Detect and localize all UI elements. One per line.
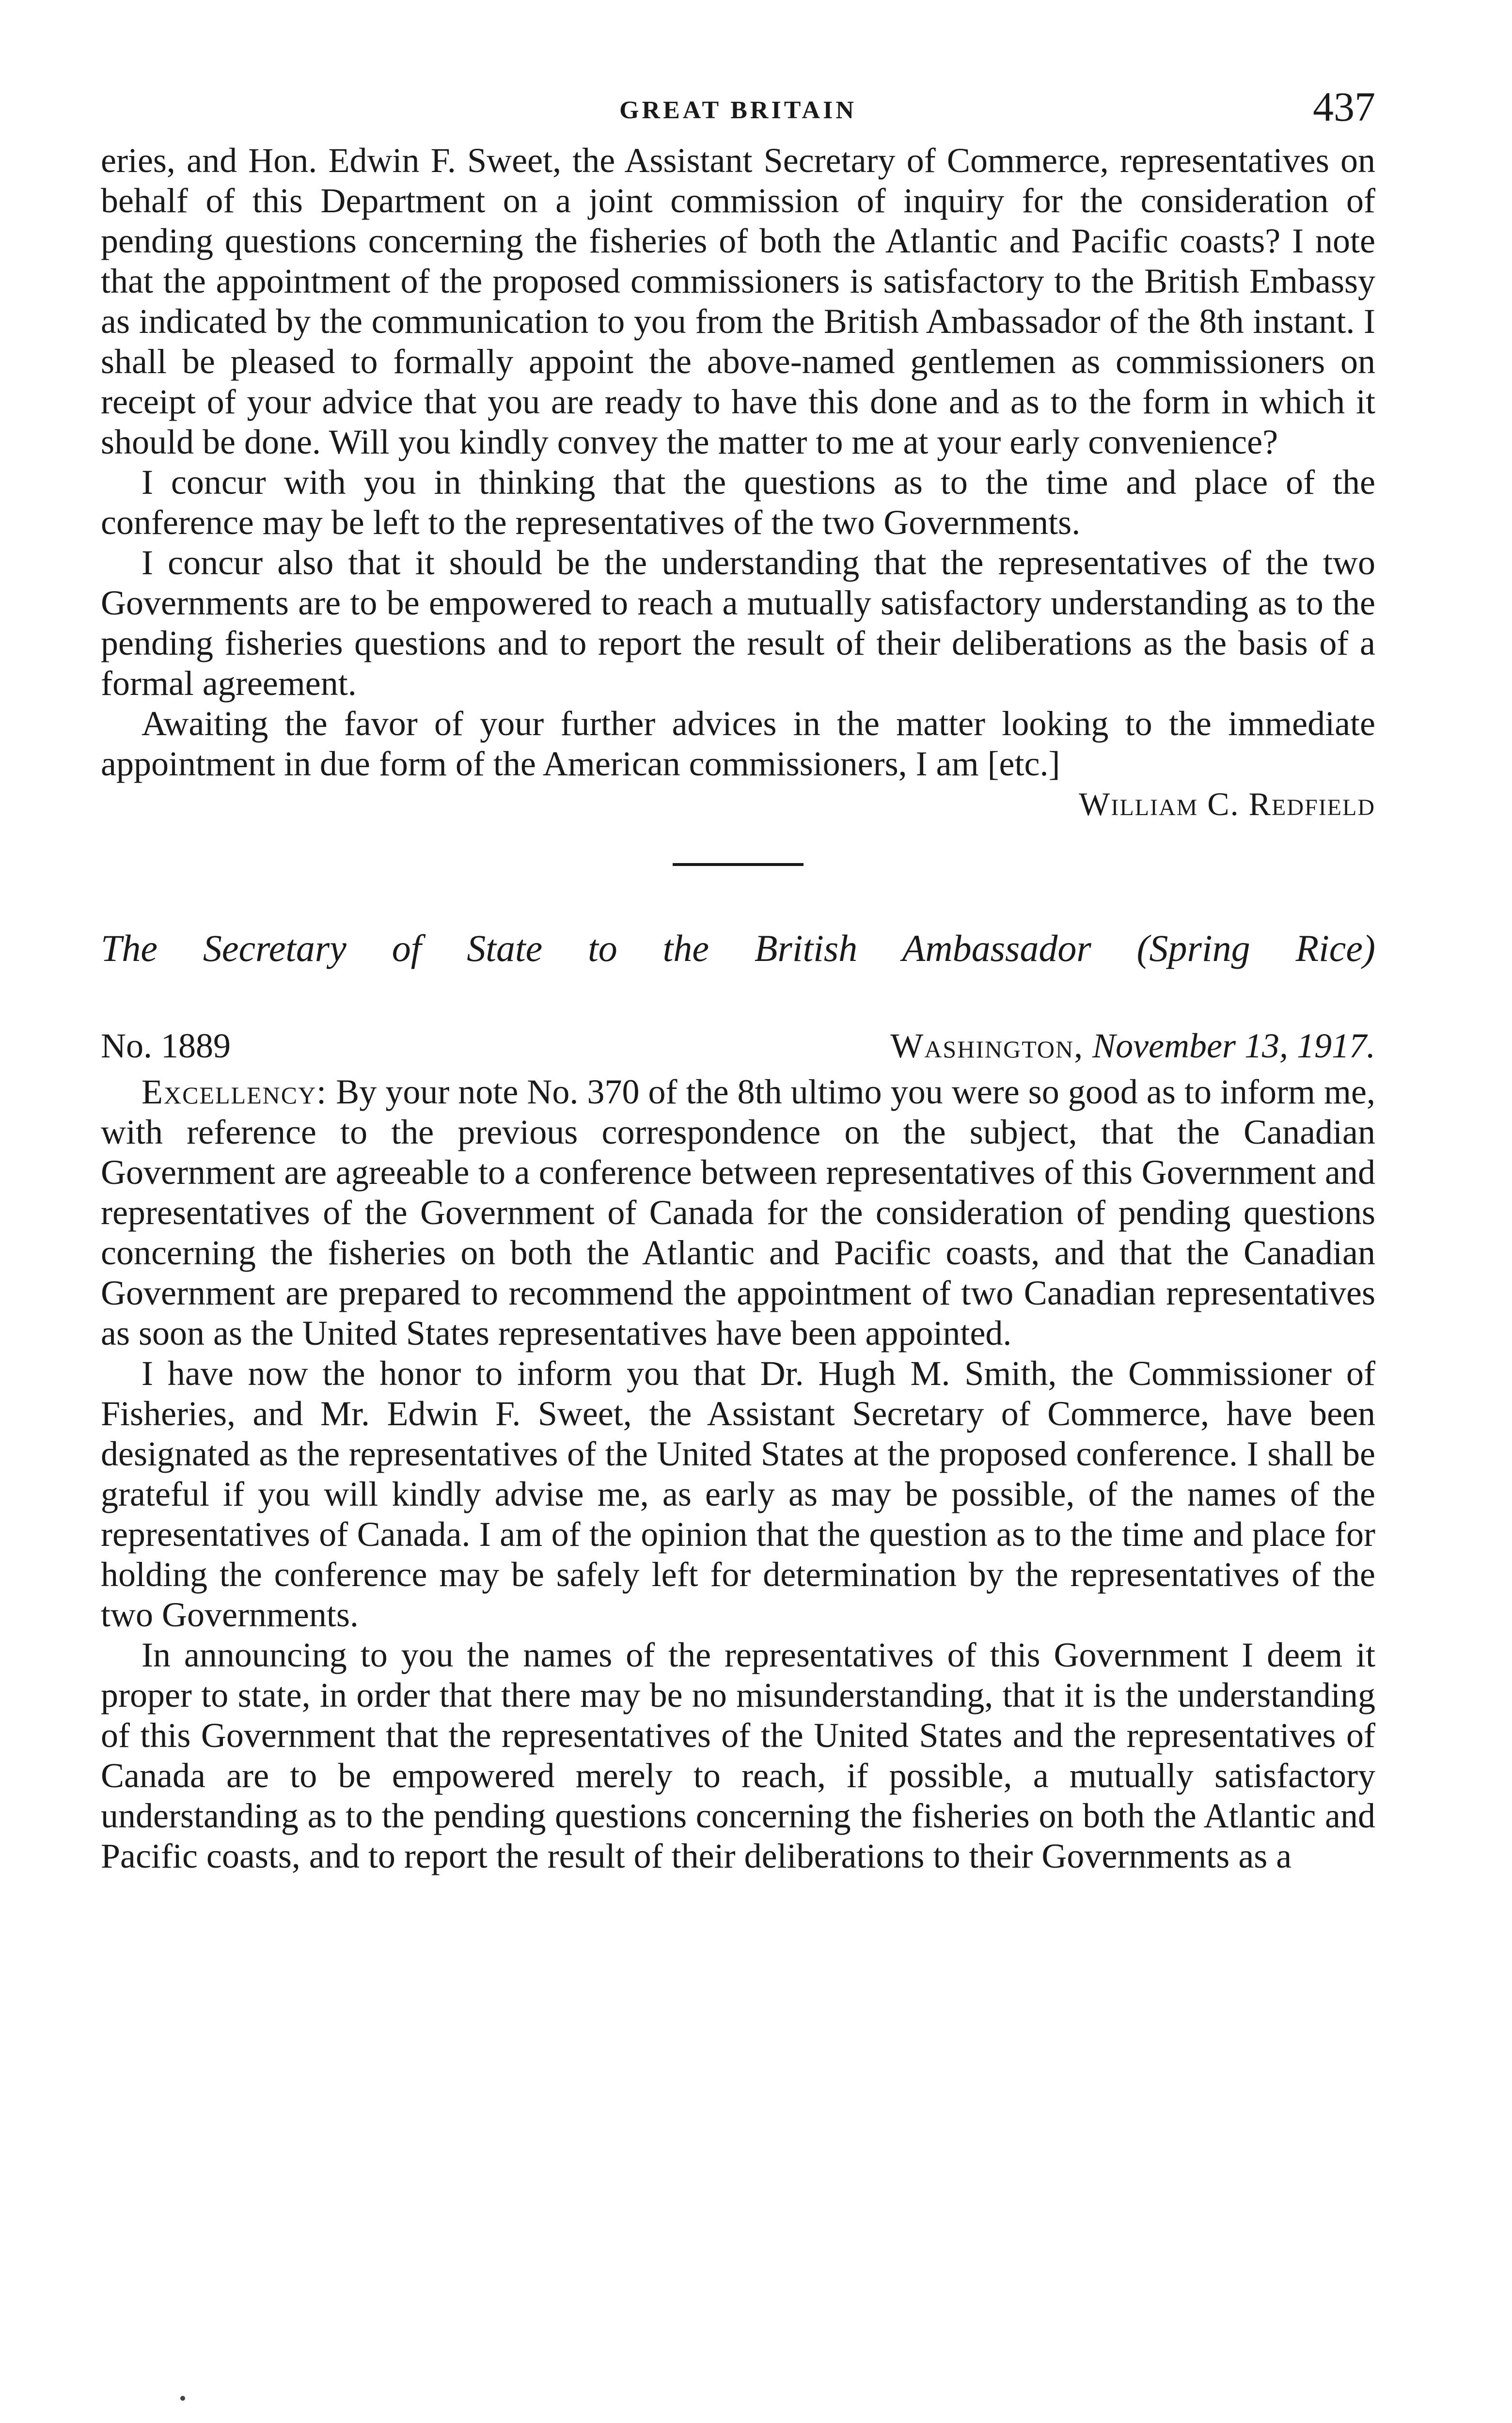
section-divider <box>673 863 803 866</box>
paragraph <box>101 1072 1375 1353</box>
paragraph: I concur also that it should be the understanding that the representatives of the two Governments are to be empowered to reach a mutually satisfactory understanding as to the pending fisheries questions and to report the result of their deliberations as the basis of a formal agreement. <box>101 543 1375 703</box>
page-number: 437 <box>1313 83 1375 130</box>
place-date <box>890 1026 1375 1066</box>
paragraph: eries, and Hon. Edwin F. Sweet, the Assistant Secretary of Commerce, representatives on behalf of this Department on a joint commission of inquiry for the consideration of pending questions concerning the fisheries of both the Atlantic and Pacific coasts? I note that the appointment of the proposed commissioners is satisfactory to the British Embassy as indicated by the communication to you from the British Ambassador of the 8th instant. I shall be pleased to formally appoint the above-named gentlemen as commissioners on receipt of your advice that you are ready to have this done and as to the form in which it should be done. Will you kindly convey the matter to me at your early convenience? <box>101 141 1375 461</box>
paragraph: I have now the honor to inform you that Dr. Hugh M. Smith, the Commissioner of Fisheries, and Mr. Edwin F. Sweet, the Assistant Secretary of Commerce, have been designated as the representatives of the United States at the proposed conference. I shall be grateful if you will kindly advise me, as early as may be possible, of the names of the representatives of Canada. I am of the opinion that the question as to the time and place for holding the conference may be safely left for determination by the representatives of the two Governments. <box>101 1354 1375 1634</box>
document-number: No. 1889 <box>101 1026 231 1065</box>
letter-redfield <box>101 141 1375 824</box>
paragraph: Awaiting the favor of your further advices in the matter looking to the immediate appointment in due form of the American commissioners, I am [etc.] <box>101 704 1375 783</box>
paragraph: In announcing to you the names of the representatives of this Government I deem it proper to state, in order that there may be no misunderstanding, that it is the understanding of this Government that the representatives of the United States and the representatives of Canada are to be empowered merely to reach, if possible, a mutually satisfactory understanding as to the pending questions concerning the fisheries on both the Atlantic and Pacific coasts, and to report the result of their deliberations to their Governments as a <box>101 1636 1375 1875</box>
document-heading: The Secretary of State to the British Ambassador (Spring Rice) <box>101 927 1375 969</box>
running-header <box>101 82 1375 141</box>
paragraph: I concur with you in thinking that the questions as to the time and place of the conference may be left to the representatives of the two Governments. <box>101 463 1375 542</box>
salutation: Excellency: <box>142 1072 328 1111</box>
dateline <box>101 1026 1375 1072</box>
print-mark <box>180 2396 185 2401</box>
signature: William C. Redfield <box>1079 786 1375 822</box>
document-page <box>101 82 1375 1876</box>
letter-secretary-of-state <box>101 924 1375 1876</box>
date: November 13, 1917. <box>1092 1026 1375 1065</box>
paragraph-text: By your note No. 370 of the 8th ultimo you were so good as to inform me, with reference to the previous correspondence on the subject, that the Canadian Government are agreeable to a conference between representatives of this Government and representatives of the Government of Canada for the consideration of pending questions concerning the fisheries on both the Atlantic and Pacific coasts, and that the Canadian Government are prepared to recommend the appointment of two Canadian representatives as soon as the United States representatives have been appointed. <box>101 1072 1376 1353</box>
place: Washington, <box>890 1026 1084 1065</box>
running-title: GREAT BRITAIN <box>619 96 857 124</box>
